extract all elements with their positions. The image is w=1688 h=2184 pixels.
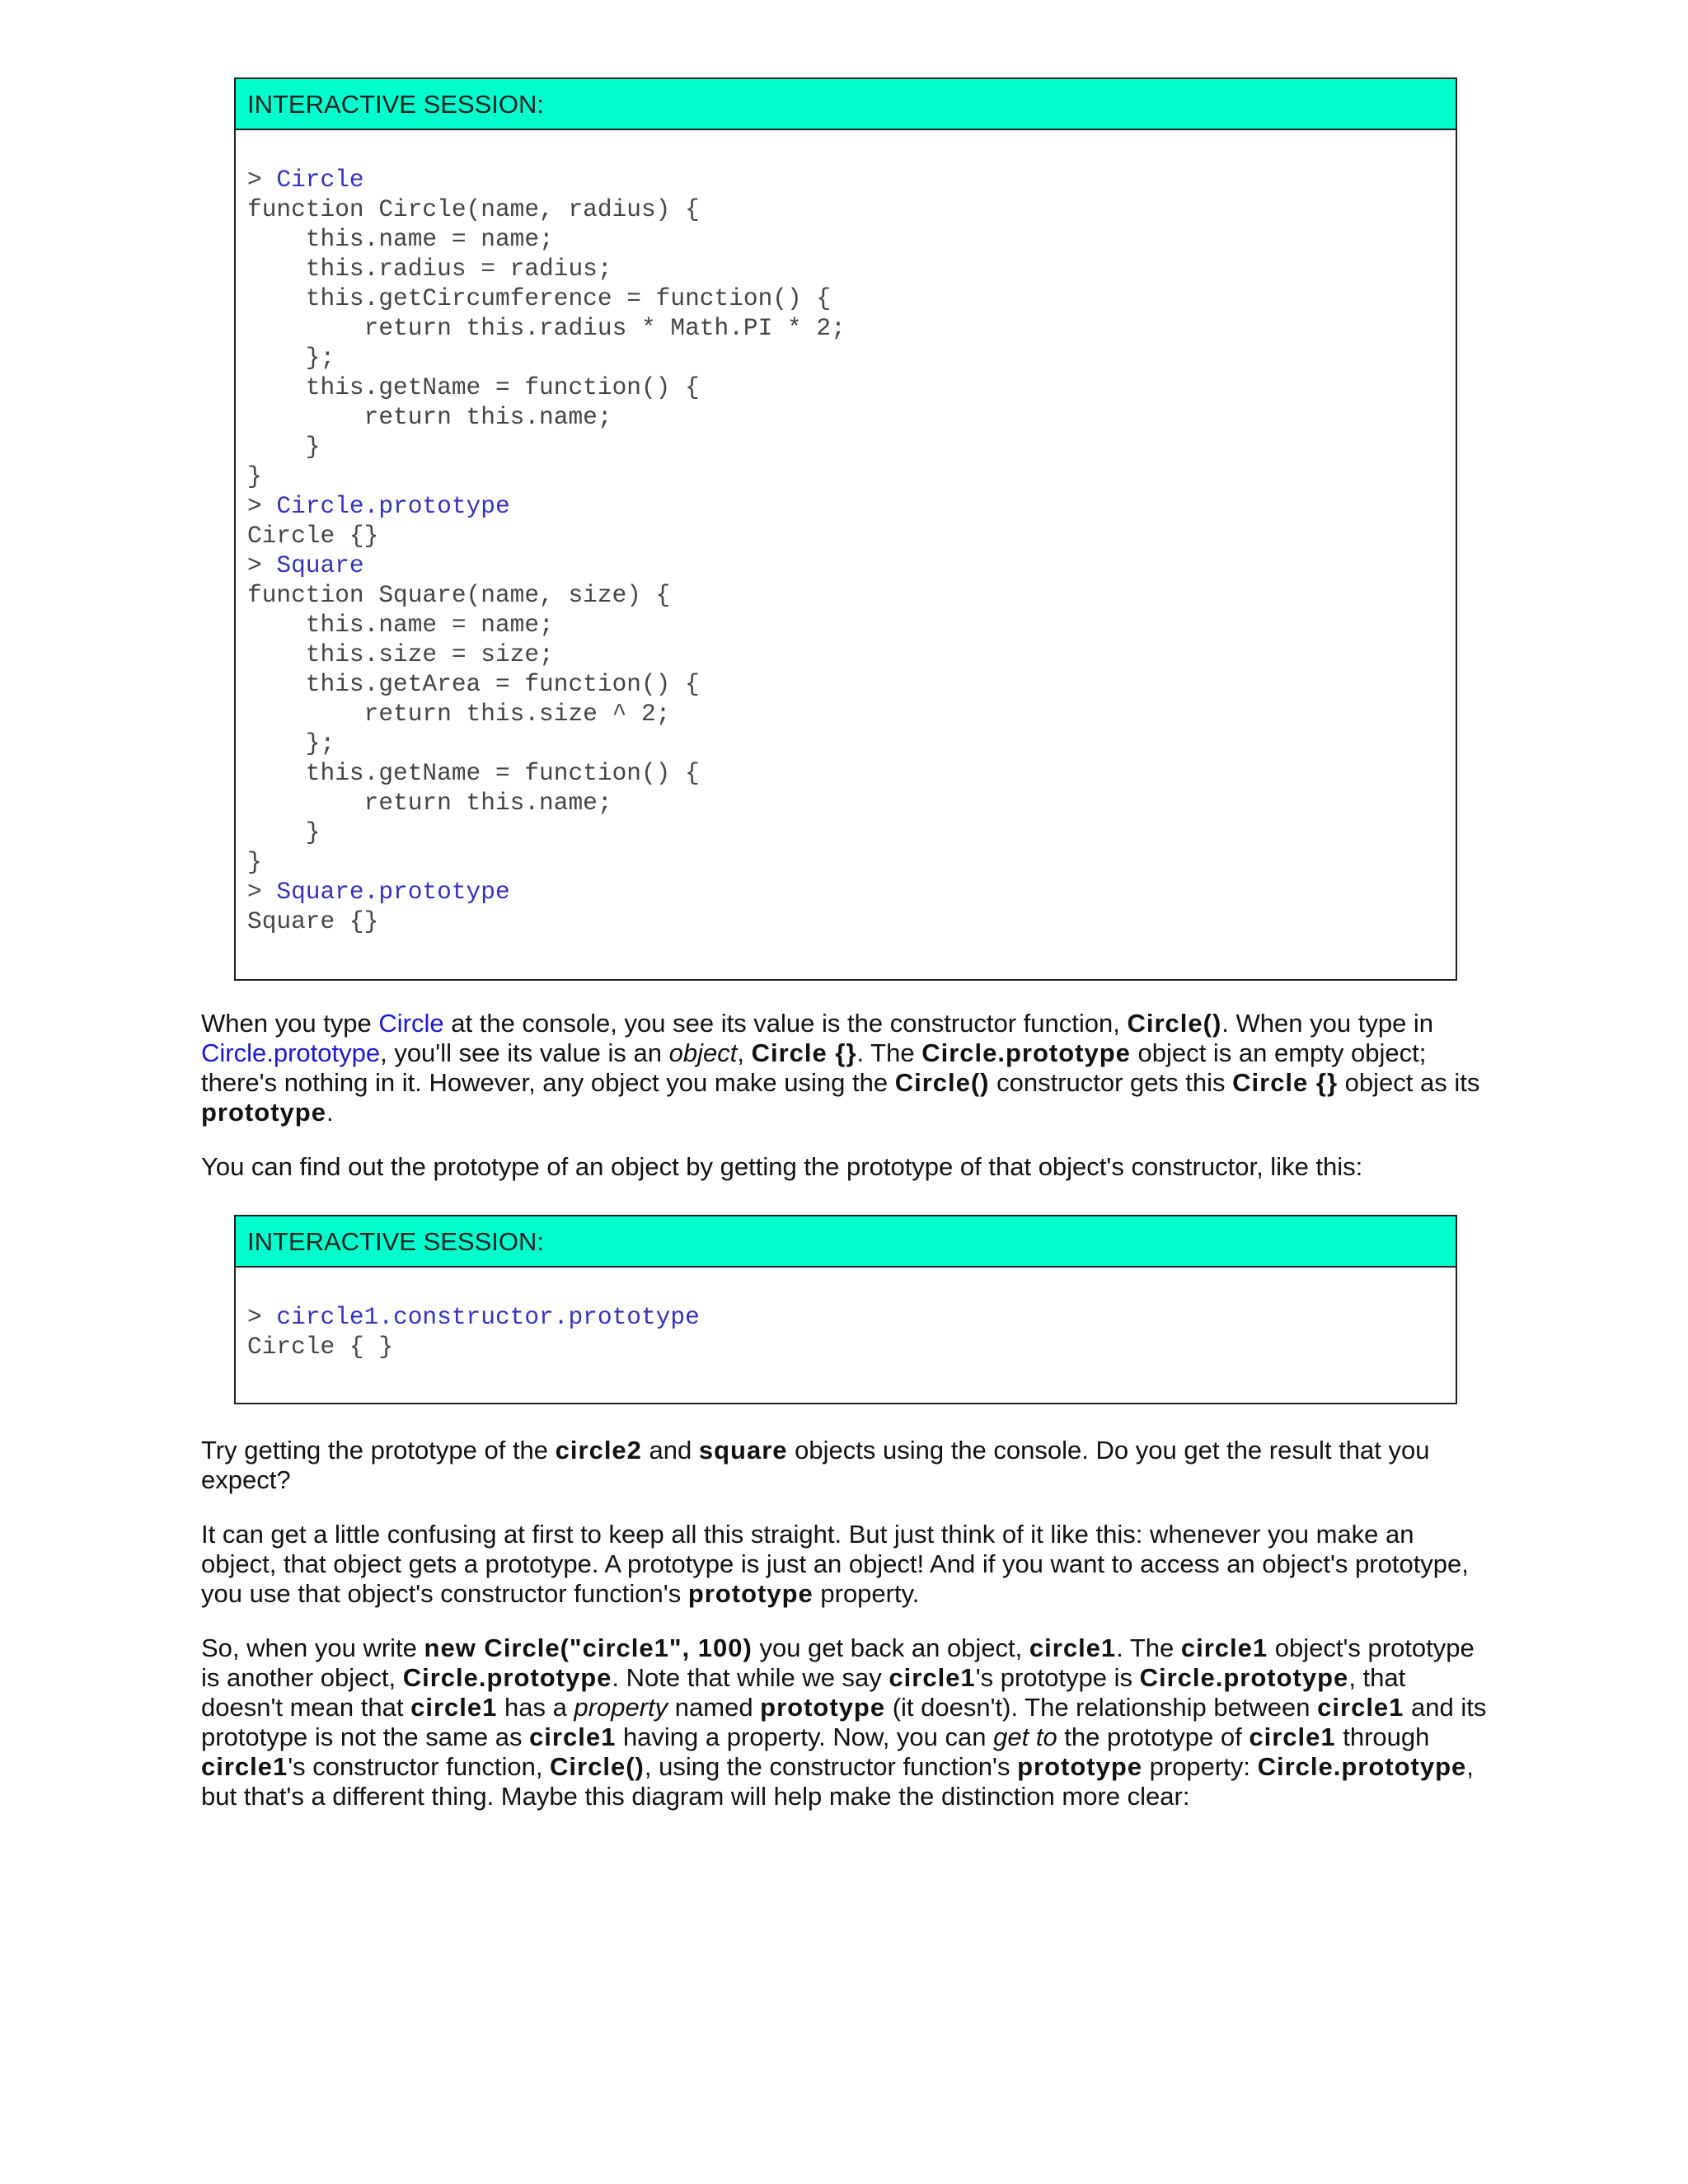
link-circle-prototype[interactable]: Circle.prototype	[201, 1038, 381, 1067]
text: , but that's a different thing. Maybe this diagram will help make the distinction more clear:	[201, 1752, 1474, 1811]
code-term: Circle.prototype	[1139, 1663, 1349, 1692]
paragraph-try-prototype	[201, 1436, 1487, 1495]
text: It can get a little confusing at first to keep all this straight. But just think of it like this: whenever you make an object, that object gets a prototype. A prototype is just an object! And if you want to access an object's prototype, you use that object's constructor function's	[201, 1520, 1469, 1608]
code-term: circle1	[1249, 1722, 1336, 1751]
text: . The	[1116, 1633, 1181, 1662]
console-output-line: function Square(name, size) {	[247, 581, 671, 609]
paragraph-confusing	[201, 1520, 1487, 1609]
code-term: circle1	[1029, 1633, 1117, 1662]
console-command: Circle.prototype	[276, 492, 510, 520]
session-code	[236, 1268, 1456, 1393]
prompt-symbol: >	[247, 551, 277, 579]
text: So, when you write	[201, 1633, 424, 1662]
text: property:	[1142, 1752, 1258, 1781]
text: .	[326, 1098, 334, 1127]
text: object's prototype is another object,	[201, 1633, 1475, 1692]
console-output-line: this.size = size;	[247, 640, 554, 668]
text: at the console, you see its value is the constructor function,	[443, 1009, 1128, 1038]
text: named	[668, 1693, 761, 1722]
console-output-line: return this.size ^ 2;	[247, 700, 671, 728]
console-input-line	[247, 877, 1444, 907]
text: objects using the console. Do you get the result that you expect?	[201, 1436, 1430, 1494]
text: , that doesn't mean that	[201, 1663, 1406, 1722]
console-input-line	[247, 1302, 1444, 1332]
code-term: prototype	[1017, 1752, 1143, 1781]
code-term: Circle {}	[1232, 1068, 1339, 1097]
console-output-line: return this.name;	[247, 403, 612, 431]
prompt-symbol: >	[247, 1303, 277, 1331]
code-term: Circle()	[1127, 1009, 1222, 1038]
text: 's prototype is	[975, 1663, 1140, 1692]
session-header: INTERACTIVE SESSION:	[236, 1216, 1456, 1268]
interactive-session-1	[234, 77, 1457, 981]
text: and	[641, 1436, 699, 1465]
console-output-line: return this.radius * Math.PI * 2;	[247, 314, 846, 342]
paragraph-circle-prototype	[201, 1009, 1487, 1127]
code-term: circle1	[529, 1722, 617, 1751]
paragraph-find-prototype: You can find out the prototype of an object by getting the prototype of that object's constructor, like this:	[201, 1152, 1363, 1181]
text: , using the constructor function's	[644, 1752, 1018, 1781]
console-command: Square.prototype	[276, 878, 510, 906]
code-term: circle1	[410, 1693, 498, 1722]
text: object is an empty object; there's nothing in it. However, any object you make using the	[201, 1038, 1427, 1097]
text: the prototype of	[1057, 1722, 1250, 1751]
console-output-line: this.radius = radius;	[247, 255, 612, 283]
text: through	[1335, 1722, 1430, 1751]
text: you get back an object,	[752, 1633, 1029, 1662]
code-term: Circle.prototype	[402, 1663, 612, 1692]
interactive-session-2	[234, 1215, 1457, 1404]
session-header: INTERACTIVE SESSION:	[236, 79, 1456, 130]
text: (it doesn't). The relationship between	[885, 1693, 1318, 1722]
emphasis: property	[574, 1693, 668, 1722]
code-term: circle2	[555, 1436, 642, 1465]
console-output-line: }	[247, 433, 321, 461]
code-term: Circle {}	[751, 1038, 857, 1067]
code-term: prototype	[687, 1579, 814, 1608]
console-output-line: this.getName = function() {	[247, 373, 700, 401]
link-circle[interactable]: Circle	[378, 1009, 444, 1038]
console-output-line: this.getName = function() {	[247, 759, 700, 787]
code-term: new Circle("circle1", 100)	[424, 1633, 753, 1662]
console-command: Circle	[276, 166, 364, 194]
console-input-line	[247, 491, 1444, 521]
prompt-symbol: >	[247, 492, 277, 520]
console-output-line: return this.name;	[247, 789, 612, 817]
code-term: Circle()	[894, 1068, 990, 1097]
console-output-line: this.getCircumference = function() {	[247, 284, 832, 312]
console-command: circle1.constructor.prototype	[276, 1303, 700, 1331]
console-output-line: Circle { }	[247, 1333, 394, 1361]
text: Try getting the prototype of the	[201, 1436, 556, 1465]
text: having a property. Now, you can	[616, 1722, 994, 1751]
console-input-line	[247, 551, 1444, 580]
text: object as its	[1338, 1068, 1480, 1097]
console-output-line: }	[247, 818, 321, 846]
text: . When you type in	[1221, 1009, 1434, 1038]
console-input-line	[247, 165, 1444, 194]
console-output-line: this.getArea = function() {	[247, 670, 700, 698]
text: property.	[813, 1579, 920, 1608]
code-term: circle1	[1317, 1693, 1404, 1722]
emphasis: get to	[993, 1722, 1057, 1751]
console-output-line: this.name = name;	[247, 225, 554, 253]
console-output-line: }	[247, 462, 262, 490]
text: . The	[856, 1038, 922, 1067]
console-output-line: function Circle(name, radius) {	[247, 195, 700, 223]
code-term: Circle.prototype	[1257, 1752, 1467, 1781]
code-term: square	[698, 1436, 788, 1465]
session-code	[236, 130, 1456, 968]
text: has a	[497, 1693, 574, 1722]
code-term: prototype	[760, 1693, 886, 1722]
text: When you type	[201, 1009, 379, 1038]
code-term: circle1	[889, 1663, 976, 1692]
paragraph-new-circle	[201, 1633, 1487, 1811]
code-term: circle1	[201, 1752, 288, 1781]
text: 's constructor function,	[288, 1752, 551, 1781]
text: , you'll see its value is an	[380, 1038, 669, 1067]
code-term: Circle.prototype	[921, 1038, 1131, 1067]
console-output-line: Circle {}	[247, 522, 379, 550]
prompt-symbol: >	[247, 166, 277, 194]
text: and its prototype is not the same as	[201, 1693, 1487, 1751]
console-output-line: };	[247, 729, 335, 757]
console-output-line: }	[247, 848, 262, 876]
code-term: Circle()	[550, 1752, 645, 1781]
console-output-line: this.name = name;	[247, 611, 554, 639]
text: . Note that while we say	[612, 1663, 889, 1692]
console-output-line: Square {}	[247, 907, 379, 935]
emphasis: object	[668, 1038, 738, 1067]
code-term: circle1	[1180, 1633, 1268, 1662]
text: constructor gets this	[989, 1068, 1233, 1097]
console-command: Square	[276, 551, 364, 579]
code-term: prototype	[201, 1098, 326, 1127]
prompt-symbol: >	[247, 878, 277, 906]
console-output-line: };	[247, 344, 335, 372]
text: ,	[737, 1038, 752, 1067]
